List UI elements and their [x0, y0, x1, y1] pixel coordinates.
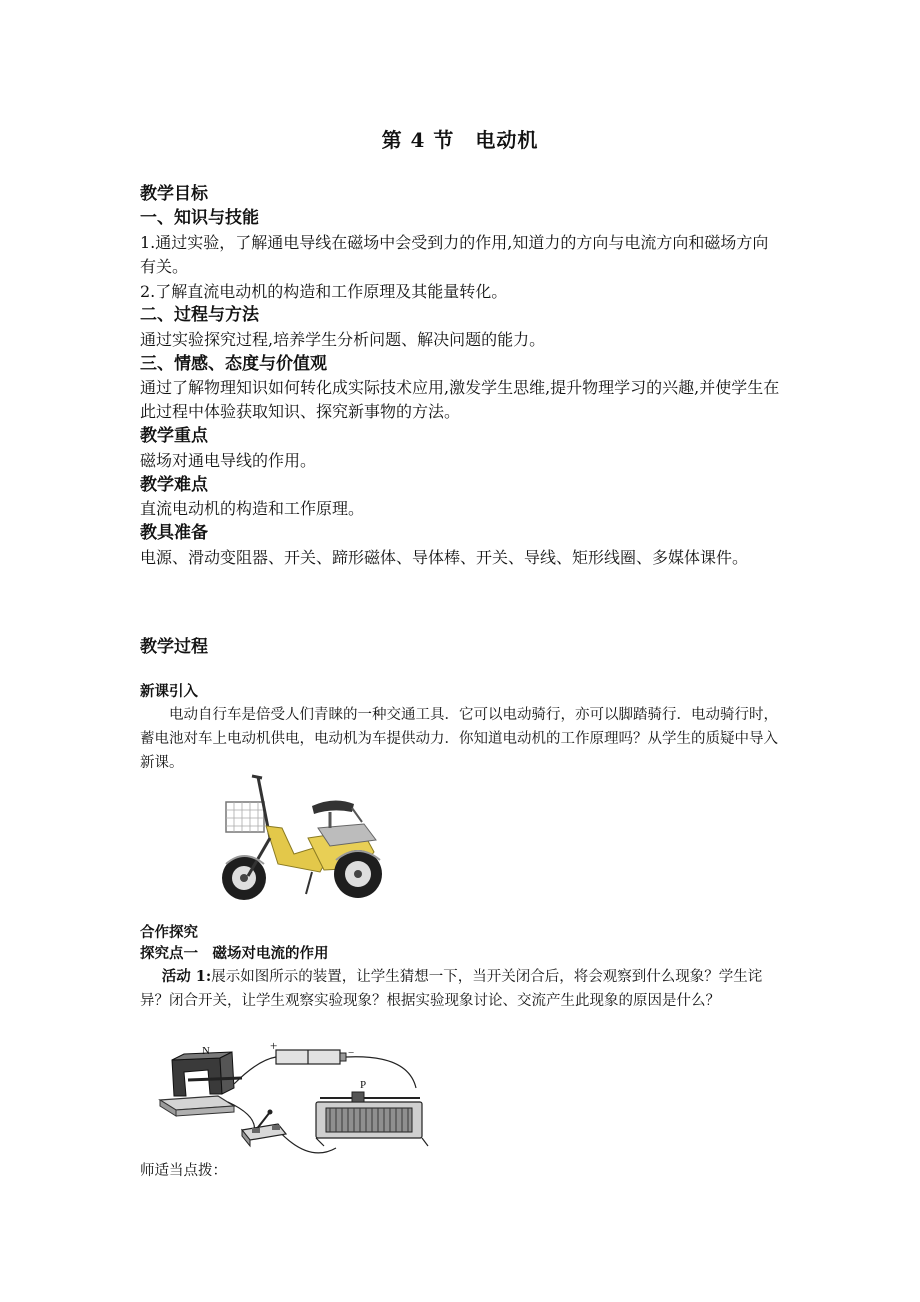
page-title: 第 4 节 电动机: [381, 128, 539, 152]
key-point-text: 磁场对通电导线的作用。: [140, 451, 317, 470]
objectives-heading: 教学目标: [140, 184, 208, 204]
difficulty-heading: 教学难点: [140, 475, 208, 495]
battery-minus-label: −: [348, 1047, 355, 1059]
materials-heading: 教具准备: [140, 523, 208, 543]
battery-plus-label: +: [270, 1040, 278, 1053]
point1-heading: 探究点一 磁场对电流的作用: [140, 945, 329, 962]
cooperation-heading: 合作探究: [140, 924, 198, 941]
electric-bicycle-image: [212, 768, 394, 904]
knowledge-item-1: 1.通过实验，了解通电导线在磁场中会受到力的作用,知道力的方向与电流方向和磁场方向有关。: [140, 233, 769, 276]
experiment-apparatus-diagram: [158, 1040, 440, 1166]
section-knowledge-heading: 一、知识与技能: [140, 208, 259, 228]
knowledge-item-2: 2.了解直流电动机的构造和工作原理及其能量转化。: [140, 282, 508, 301]
key-point-heading: 教学重点: [140, 426, 208, 446]
values-text: 通过了解物理知识如何转化成实际技术应用,激发学生思维,提升物理学习的兴趣,并使学生在此过程中体验获取知识、探究新事物的方法。: [140, 378, 780, 421]
section-process-heading: 二、过程与方法: [140, 305, 259, 325]
slider-label: P: [360, 1079, 367, 1091]
difficulty-text: 直流电动机的构造和工作原理。: [140, 499, 365, 518]
intro-heading: 新课引入: [140, 683, 198, 700]
magnet-pole-label: N: [202, 1045, 210, 1057]
process-heading: 教学过程: [140, 637, 208, 657]
teacher-hint: 师适当点拨：: [140, 1163, 227, 1179]
intro-text: 电动自行车是倍受人们青睐的一种交通工具．它可以电动骑行，亦可以脚踏骑行．电动骑行时，蓄电池对车上电动机供电，电动机为车提供动力．你知道电动机的工作原理吗？从学生的质疑中导入新课。: [140, 707, 778, 771]
activity-1-label: 活动 1:: [161, 968, 212, 985]
activity-1-paragraph: [140, 965, 782, 1013]
section-values-heading: 三、情感、态度与价值观: [140, 354, 327, 374]
activity-1-text: 展示如图所示的装置，让学生猜想一下，当开关闭合后，将会观察到什么现象？学生诧异？闭合开关，让学生观察实验现象？根据实验现象讨论、交流产生此现象的原因是什么？: [140, 969, 763, 1009]
materials-text: 电源、滑动变阻器、开关、蹄形磁体、导体棒、开关、导线、矩形线圈、多媒体课件。: [140, 548, 749, 567]
process-text: 通过实验探究过程,培养学生分析问题、解决问题的能力。: [140, 330, 546, 349]
